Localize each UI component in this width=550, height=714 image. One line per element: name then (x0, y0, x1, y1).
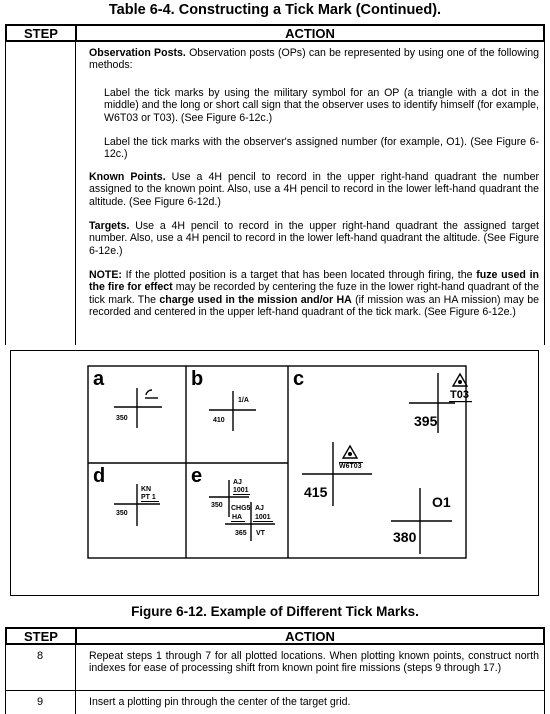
panel-a-letter: a (93, 368, 105, 390)
panel-e-num2: 1001 (255, 514, 271, 521)
note-text-2: may be recorded by centering the fuze in the lower right-hand quadrant of the tick mark. The (89, 281, 539, 306)
targets-text: Use a 4H pencil to record in the upper right-hand quadrant the assigned target number. Also, use a 4H pencil to record in the lower left-hand quadrant the altitude. (See Figure 6-12e.) (89, 220, 539, 257)
panel-e-charge: CHG5 (231, 505, 251, 512)
step-column-header: STEP (7, 629, 77, 643)
step-number: 8 (36, 650, 44, 662)
action-column-header: ACTION (285, 629, 335, 644)
label-underline (253, 521, 273, 522)
op2-altitude: 395 (414, 413, 438, 429)
note-text-1: If the plotted position is a target that has been located through firing, the (121, 269, 477, 281)
note-bold-1: fuze used in the fire for effect (89, 269, 539, 294)
targets-heading: Targets. (89, 220, 130, 232)
panel-d-letter: d (93, 465, 106, 487)
panel-d-label1: KN (141, 486, 152, 493)
obs-method-2: Label the tick marks with the observer's assigned number (for example, O1). (See Figure 6-12c.) (104, 136, 539, 161)
op2-callsign: T03 (450, 389, 469, 401)
figure-caption: Figure 6-12. Example of Different Tick Marks. (131, 604, 419, 619)
op3-number: O1 (432, 494, 451, 510)
panel-e-altitude: 350 (211, 502, 223, 509)
label-underline (141, 501, 159, 502)
panel-e-fuze: VT (256, 530, 265, 537)
label-underline (233, 494, 250, 495)
row-divider (75, 645, 76, 714)
panel-b-number: 1/A (238, 397, 249, 404)
panel-e-letter: e (191, 465, 203, 487)
op3-altitude: 380 (393, 529, 417, 545)
step-column-header: STEP (7, 26, 77, 40)
panel-b-altitude: 410 (213, 417, 225, 424)
panel-c-letter: c (293, 368, 305, 390)
obs-text: Observation posts (OPs) can be represented by using one of the following methods: (89, 47, 539, 72)
op-arc-icon (146, 390, 152, 395)
obs-heading: Observation Posts. (89, 47, 186, 59)
known-text: Use a 4H pencil to record in the upper right-hand quadrant the number assigned to the known point. Also, use a 4H pencil to record in the lower left-hand quadrant the altitude. (See Figure 6-12d.) (89, 171, 539, 208)
known-heading: Known Points. (89, 171, 166, 183)
panel-e-alt2: 365 (235, 530, 247, 537)
panel-b-letter: b (191, 368, 204, 390)
action-column-header: ACTION (285, 26, 335, 41)
callsign-underline (449, 401, 472, 402)
op-dot-icon (458, 380, 462, 384)
panel-d-label2: PT 1 (141, 494, 156, 501)
panel-e-ur2: 1001 (233, 487, 249, 494)
note-bold-2: charge used in the mission and/or HA (159, 293, 352, 306)
table-header-2 (5, 627, 545, 645)
op1-altitude: 415 (304, 484, 328, 500)
row-separator (5, 690, 545, 691)
note-heading: NOTE: (89, 269, 122, 281)
step-number: 9 (36, 696, 44, 708)
op1-callsign: W6T03 (339, 463, 362, 470)
step-text: Insert a plotting pin through the center of the target grid. (89, 696, 351, 708)
panel-a-altitude: 350 (116, 415, 128, 422)
obs-method-1: Label the tick marks by using the military symbol for an OP (a triangle with a dot in the middle) and the long or short call sign that the observer uses to identify himself (for example, W6T03 or T03). (See Figure 6-12c.) (104, 87, 539, 124)
note-text-3: (if mission was an HA mission) may be recorded and centered in the upper left-hand quadrant of the tick mark. (See Figure 6-12e.) (89, 293, 539, 319)
label-underline (231, 521, 245, 522)
panel-e-ha: HA (232, 514, 243, 521)
panel-d-altitude: 350 (116, 510, 128, 517)
panel-e-ur1: AJ (233, 479, 242, 486)
step-text: Repeat steps 1 through 7 for all plotted locations. When plotting known points, construct north indexes for ease of processing shift from known point fire missions (steps 9 through 17.) (89, 650, 539, 675)
op-dot-icon (348, 452, 352, 456)
panel-e-aj2: AJ (255, 505, 264, 512)
table-title: Table 6-4. Constructing a Tick Mark (Continued). (108, 2, 442, 18)
